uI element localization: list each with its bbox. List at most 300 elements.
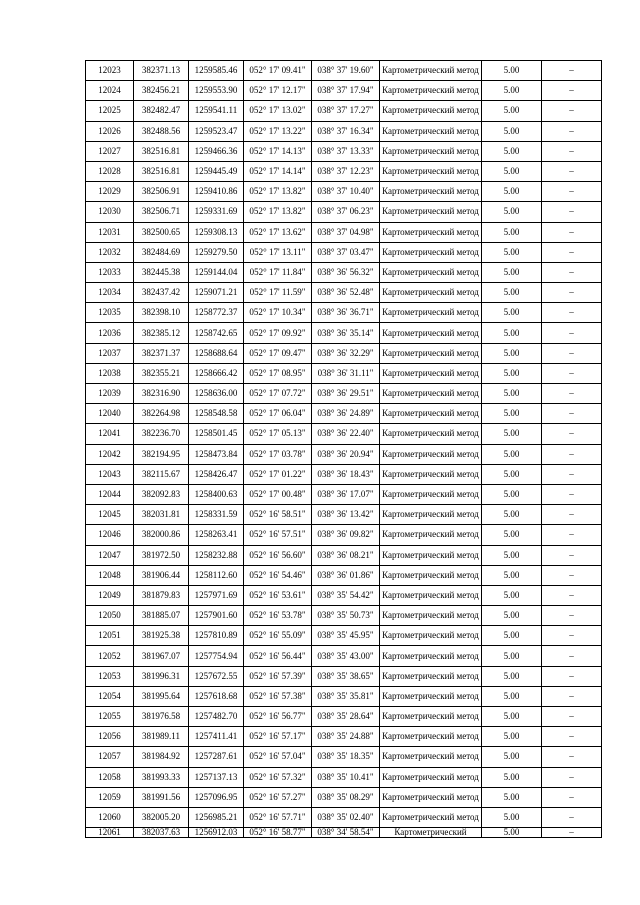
accuracy-cell: 5.00 bbox=[482, 585, 542, 605]
note-cell: – bbox=[542, 303, 602, 323]
table-row bbox=[86, 101, 602, 121]
x-coordinate-cell: 381995.64 bbox=[134, 686, 189, 706]
method-cell: Картометрический bbox=[380, 828, 482, 838]
accuracy-cell: 5.00 bbox=[482, 787, 542, 807]
latitude-cell: 052° 16' 53.78" bbox=[244, 606, 312, 626]
x-coordinate-cell: 381967.07 bbox=[134, 646, 189, 666]
y-coordinate-cell: 1257810.89 bbox=[189, 626, 244, 646]
latitude-cell: 052° 16' 56.44" bbox=[244, 646, 312, 666]
table-row bbox=[86, 61, 602, 81]
point-number-cell: 12037 bbox=[86, 343, 134, 363]
latitude-cell: 052° 17' 13.82" bbox=[244, 182, 312, 202]
method-cell: Картометрический метод bbox=[380, 626, 482, 646]
method-cell: Картометрический метод bbox=[380, 343, 482, 363]
accuracy-cell: 5.00 bbox=[482, 303, 542, 323]
y-coordinate-cell: 1259410.86 bbox=[189, 182, 244, 202]
longitude-cell: 038° 36' 52.48" bbox=[312, 283, 380, 303]
method-cell: Картометрический метод bbox=[380, 202, 482, 222]
longitude-cell: 038° 35' 38.65" bbox=[312, 666, 380, 686]
method-cell: Картометрический метод bbox=[380, 444, 482, 464]
table-row bbox=[86, 787, 602, 807]
method-cell: Картометрический метод bbox=[380, 484, 482, 504]
note-cell: – bbox=[542, 323, 602, 343]
point-number-cell: 12032 bbox=[86, 242, 134, 262]
longitude-cell: 038° 37' 04.98" bbox=[312, 222, 380, 242]
table-row bbox=[86, 222, 602, 242]
method-cell: Картометрический метод bbox=[380, 323, 482, 343]
longitude-cell: 038° 37' 19.60" bbox=[312, 61, 380, 81]
x-coordinate-cell: 382031.81 bbox=[134, 505, 189, 525]
latitude-cell: 052° 17' 08.95" bbox=[244, 363, 312, 383]
latitude-cell: 052° 17' 14.14" bbox=[244, 161, 312, 181]
method-cell: Картометрический метод bbox=[380, 464, 482, 484]
x-coordinate-cell: 381972.50 bbox=[134, 545, 189, 565]
latitude-cell: 052° 16' 57.04" bbox=[244, 747, 312, 767]
latitude-cell: 052° 17' 09.47" bbox=[244, 343, 312, 363]
latitude-cell: 052° 17' 11.59" bbox=[244, 283, 312, 303]
table-row bbox=[86, 626, 602, 646]
point-number-cell: 12055 bbox=[86, 707, 134, 727]
method-cell: Картометрический метод bbox=[380, 767, 482, 787]
table-row bbox=[86, 747, 602, 767]
note-cell: – bbox=[542, 525, 602, 545]
table-row bbox=[86, 727, 602, 747]
point-number-cell: 12044 bbox=[86, 484, 134, 504]
x-coordinate-cell: 381991.56 bbox=[134, 787, 189, 807]
longitude-cell: 038° 34' 58.54" bbox=[312, 828, 380, 838]
point-number-cell: 12043 bbox=[86, 464, 134, 484]
x-coordinate-cell: 382398.10 bbox=[134, 303, 189, 323]
y-coordinate-cell: 1257137.13 bbox=[189, 767, 244, 787]
latitude-cell: 052° 17' 14.13" bbox=[244, 141, 312, 161]
table-row bbox=[86, 323, 602, 343]
x-coordinate-cell: 382194.95 bbox=[134, 444, 189, 464]
point-number-cell: 12042 bbox=[86, 444, 134, 464]
method-cell: Картометрический метод bbox=[380, 565, 482, 585]
longitude-cell: 038° 35' 18.35" bbox=[312, 747, 380, 767]
method-cell: Картометрический метод bbox=[380, 161, 482, 181]
method-cell: Картометрический метод bbox=[380, 404, 482, 424]
accuracy-cell: 5.00 bbox=[482, 262, 542, 282]
accuracy-cell: 5.00 bbox=[482, 283, 542, 303]
table-row bbox=[86, 343, 602, 363]
table-row bbox=[86, 565, 602, 585]
y-coordinate-cell: 1257971.69 bbox=[189, 585, 244, 605]
longitude-cell: 038° 35' 43.00" bbox=[312, 646, 380, 666]
coordinates-table bbox=[85, 60, 602, 838]
longitude-cell: 038° 37' 13.33" bbox=[312, 141, 380, 161]
latitude-cell: 052° 16' 57.32" bbox=[244, 767, 312, 787]
method-cell: Картометрический метод bbox=[380, 545, 482, 565]
y-coordinate-cell: 1259071.21 bbox=[189, 283, 244, 303]
y-coordinate-cell: 1257754.94 bbox=[189, 646, 244, 666]
note-cell: – bbox=[542, 505, 602, 525]
table-row bbox=[86, 161, 602, 181]
longitude-cell: 038° 36' 09.82" bbox=[312, 525, 380, 545]
accuracy-cell: 5.00 bbox=[482, 646, 542, 666]
method-cell: Картометрический метод bbox=[380, 61, 482, 81]
y-coordinate-cell: 1259523.47 bbox=[189, 121, 244, 141]
accuracy-cell: 5.00 bbox=[482, 727, 542, 747]
y-coordinate-cell: 1258742.65 bbox=[189, 323, 244, 343]
point-number-cell: 12028 bbox=[86, 161, 134, 181]
note-cell: – bbox=[542, 484, 602, 504]
accuracy-cell: 5.00 bbox=[482, 424, 542, 444]
accuracy-cell: 5.00 bbox=[482, 101, 542, 121]
point-number-cell: 12034 bbox=[86, 283, 134, 303]
method-cell: Картометрический метод bbox=[380, 525, 482, 545]
accuracy-cell: 5.00 bbox=[482, 81, 542, 101]
method-cell: Картометрический метод bbox=[380, 787, 482, 807]
table-body bbox=[86, 61, 602, 838]
point-number-cell: 12058 bbox=[86, 767, 134, 787]
point-number-cell: 12052 bbox=[86, 646, 134, 666]
table-row bbox=[86, 81, 602, 101]
longitude-cell: 038° 35' 02.40" bbox=[312, 807, 380, 827]
longitude-cell: 038° 36' 29.51" bbox=[312, 384, 380, 404]
accuracy-cell: 5.00 bbox=[482, 828, 542, 838]
note-cell: – bbox=[542, 141, 602, 161]
x-coordinate-cell: 382092.83 bbox=[134, 484, 189, 504]
point-number-cell: 12030 bbox=[86, 202, 134, 222]
latitude-cell: 052° 16' 57.17" bbox=[244, 727, 312, 747]
y-coordinate-cell: 1258232.88 bbox=[189, 545, 244, 565]
method-cell: Картометрический метод bbox=[380, 182, 482, 202]
latitude-cell: 052° 17' 00.48" bbox=[244, 484, 312, 504]
y-coordinate-cell: 1258688.64 bbox=[189, 343, 244, 363]
latitude-cell: 052° 17' 03.78" bbox=[244, 444, 312, 464]
note-cell: – bbox=[542, 444, 602, 464]
point-number-cell: 12046 bbox=[86, 525, 134, 545]
method-cell: Картометрический метод bbox=[380, 505, 482, 525]
x-coordinate-cell: 382488.56 bbox=[134, 121, 189, 141]
y-coordinate-cell: 1257672.55 bbox=[189, 666, 244, 686]
x-coordinate-cell: 382371.13 bbox=[134, 61, 189, 81]
longitude-cell: 038° 35' 54.42" bbox=[312, 585, 380, 605]
x-coordinate-cell: 382371.37 bbox=[134, 343, 189, 363]
latitude-cell: 052° 16' 57.27" bbox=[244, 787, 312, 807]
method-cell: Картометрический метод bbox=[380, 666, 482, 686]
method-cell: Картометрический метод bbox=[380, 686, 482, 706]
y-coordinate-cell: 1259541.11 bbox=[189, 101, 244, 121]
accuracy-cell: 5.00 bbox=[482, 565, 542, 585]
accuracy-cell: 5.00 bbox=[482, 343, 542, 363]
method-cell: Картометрический метод bbox=[380, 222, 482, 242]
latitude-cell: 052° 17' 11.84" bbox=[244, 262, 312, 282]
note-cell: – bbox=[542, 283, 602, 303]
note-cell: – bbox=[542, 807, 602, 827]
accuracy-cell: 5.00 bbox=[482, 464, 542, 484]
x-coordinate-cell: 382516.81 bbox=[134, 141, 189, 161]
note-cell: – bbox=[542, 606, 602, 626]
method-cell: Картометрический метод bbox=[380, 363, 482, 383]
longitude-cell: 038° 36' 17.07" bbox=[312, 484, 380, 504]
y-coordinate-cell: 1258666.42 bbox=[189, 363, 244, 383]
longitude-cell: 038° 37' 17.27" bbox=[312, 101, 380, 121]
y-coordinate-cell: 1257901.60 bbox=[189, 606, 244, 626]
latitude-cell: 052° 16' 57.38" bbox=[244, 686, 312, 706]
longitude-cell: 038° 36' 22.40" bbox=[312, 424, 380, 444]
x-coordinate-cell: 382000.86 bbox=[134, 525, 189, 545]
point-number-cell: 12039 bbox=[86, 384, 134, 404]
accuracy-cell: 5.00 bbox=[482, 61, 542, 81]
note-cell: – bbox=[542, 202, 602, 222]
table-row bbox=[86, 303, 602, 323]
x-coordinate-cell: 382385.12 bbox=[134, 323, 189, 343]
point-number-cell: 12051 bbox=[86, 626, 134, 646]
latitude-cell: 052° 17' 13.22" bbox=[244, 121, 312, 141]
y-coordinate-cell: 1256985.21 bbox=[189, 807, 244, 827]
latitude-cell: 052° 17' 05.13" bbox=[244, 424, 312, 444]
longitude-cell: 038° 35' 08.29" bbox=[312, 787, 380, 807]
x-coordinate-cell: 381885.07 bbox=[134, 606, 189, 626]
x-coordinate-cell: 382264.98 bbox=[134, 404, 189, 424]
latitude-cell: 052° 17' 13.62" bbox=[244, 222, 312, 242]
method-cell: Картометрический метод bbox=[380, 303, 482, 323]
note-cell: – bbox=[542, 545, 602, 565]
longitude-cell: 038° 36' 31.11" bbox=[312, 363, 380, 383]
x-coordinate-cell: 381976.58 bbox=[134, 707, 189, 727]
table-row bbox=[86, 767, 602, 787]
note-cell: – bbox=[542, 384, 602, 404]
method-cell: Картометрический метод bbox=[380, 606, 482, 626]
accuracy-cell: 5.00 bbox=[482, 141, 542, 161]
note-cell: – bbox=[542, 61, 602, 81]
x-coordinate-cell: 382005.20 bbox=[134, 807, 189, 827]
y-coordinate-cell: 1257287.61 bbox=[189, 747, 244, 767]
table-row bbox=[86, 545, 602, 565]
x-coordinate-cell: 382115.67 bbox=[134, 464, 189, 484]
point-number-cell: 12057 bbox=[86, 747, 134, 767]
y-coordinate-cell: 1259144.04 bbox=[189, 262, 244, 282]
table-row bbox=[86, 141, 602, 161]
table-row bbox=[86, 525, 602, 545]
table-row bbox=[86, 202, 602, 222]
note-cell: – bbox=[542, 81, 602, 101]
longitude-cell: 038° 37' 16.34" bbox=[312, 121, 380, 141]
method-cell: Картометрический метод bbox=[380, 747, 482, 767]
accuracy-cell: 5.00 bbox=[482, 666, 542, 686]
accuracy-cell: 5.00 bbox=[482, 121, 542, 141]
y-coordinate-cell: 1259279.50 bbox=[189, 242, 244, 262]
point-number-cell: 12025 bbox=[86, 101, 134, 121]
longitude-cell: 038° 35' 24.88" bbox=[312, 727, 380, 747]
x-coordinate-cell: 381925.38 bbox=[134, 626, 189, 646]
x-coordinate-cell: 381996.31 bbox=[134, 666, 189, 686]
table-row bbox=[86, 182, 602, 202]
point-number-cell: 12045 bbox=[86, 505, 134, 525]
y-coordinate-cell: 1258473.84 bbox=[189, 444, 244, 464]
y-coordinate-cell: 1259553.90 bbox=[189, 81, 244, 101]
table-row bbox=[86, 666, 602, 686]
point-number-cell: 12056 bbox=[86, 727, 134, 747]
note-cell: – bbox=[542, 767, 602, 787]
longitude-cell: 038° 35' 35.81" bbox=[312, 686, 380, 706]
note-cell: – bbox=[542, 363, 602, 383]
y-coordinate-cell: 1257482.70 bbox=[189, 707, 244, 727]
latitude-cell: 052° 17' 12.17" bbox=[244, 81, 312, 101]
point-number-cell: 12061 bbox=[86, 828, 134, 838]
method-cell: Картометрический метод bbox=[380, 646, 482, 666]
point-number-cell: 12027 bbox=[86, 141, 134, 161]
x-coordinate-cell: 382445.38 bbox=[134, 262, 189, 282]
latitude-cell: 052° 17' 10.34" bbox=[244, 303, 312, 323]
note-cell: – bbox=[542, 101, 602, 121]
longitude-cell: 038° 35' 28.64" bbox=[312, 707, 380, 727]
longitude-cell: 038° 36' 35.14" bbox=[312, 323, 380, 343]
x-coordinate-cell: 382484.69 bbox=[134, 242, 189, 262]
latitude-cell: 052° 16' 53.61" bbox=[244, 585, 312, 605]
accuracy-cell: 5.00 bbox=[482, 161, 542, 181]
latitude-cell: 052° 16' 57.71" bbox=[244, 807, 312, 827]
method-cell: Картометрический метод bbox=[380, 807, 482, 827]
point-number-cell: 12047 bbox=[86, 545, 134, 565]
x-coordinate-cell: 382500.65 bbox=[134, 222, 189, 242]
note-cell: – bbox=[542, 161, 602, 181]
note-cell: – bbox=[542, 182, 602, 202]
method-cell: Картометрический метод bbox=[380, 283, 482, 303]
accuracy-cell: 5.00 bbox=[482, 384, 542, 404]
method-cell: Картометрический метод bbox=[380, 262, 482, 282]
latitude-cell: 052° 17' 09.41" bbox=[244, 61, 312, 81]
point-number-cell: 12041 bbox=[86, 424, 134, 444]
accuracy-cell: 5.00 bbox=[482, 686, 542, 706]
accuracy-cell: 5.00 bbox=[482, 606, 542, 626]
table-row bbox=[86, 404, 602, 424]
accuracy-cell: 5.00 bbox=[482, 767, 542, 787]
y-coordinate-cell: 1259466.36 bbox=[189, 141, 244, 161]
x-coordinate-cell: 382456.21 bbox=[134, 81, 189, 101]
latitude-cell: 052° 17' 07.72" bbox=[244, 384, 312, 404]
longitude-cell: 038° 36' 20.94" bbox=[312, 444, 380, 464]
note-cell: – bbox=[542, 626, 602, 646]
point-number-cell: 12026 bbox=[86, 121, 134, 141]
y-coordinate-cell: 1257096.95 bbox=[189, 787, 244, 807]
table-row bbox=[86, 484, 602, 504]
accuracy-cell: 5.00 bbox=[482, 363, 542, 383]
method-cell: Картометрический метод bbox=[380, 424, 482, 444]
latitude-cell: 052° 16' 54.46" bbox=[244, 565, 312, 585]
longitude-cell: 038° 37' 12.23" bbox=[312, 161, 380, 181]
method-cell: Картометрический метод bbox=[380, 242, 482, 262]
note-cell: – bbox=[542, 343, 602, 363]
accuracy-cell: 5.00 bbox=[482, 404, 542, 424]
latitude-cell: 052° 16' 56.77" bbox=[244, 707, 312, 727]
method-cell: Картометрический метод bbox=[380, 707, 482, 727]
accuracy-cell: 5.00 bbox=[482, 807, 542, 827]
y-coordinate-cell: 1258426.47 bbox=[189, 464, 244, 484]
latitude-cell: 052° 16' 55.09" bbox=[244, 626, 312, 646]
longitude-cell: 038° 37' 06.23" bbox=[312, 202, 380, 222]
table-row bbox=[86, 283, 602, 303]
y-coordinate-cell: 1258331.59 bbox=[189, 505, 244, 525]
longitude-cell: 038° 36' 32.29" bbox=[312, 343, 380, 363]
table-row bbox=[86, 707, 602, 727]
y-coordinate-cell: 1258112.60 bbox=[189, 565, 244, 585]
longitude-cell: 038° 36' 18.43" bbox=[312, 464, 380, 484]
table-row bbox=[86, 828, 602, 838]
point-number-cell: 12050 bbox=[86, 606, 134, 626]
latitude-cell: 052° 16' 57.51" bbox=[244, 525, 312, 545]
x-coordinate-cell: 382516.81 bbox=[134, 161, 189, 181]
latitude-cell: 052° 17' 09.92" bbox=[244, 323, 312, 343]
y-coordinate-cell: 1259308.13 bbox=[189, 222, 244, 242]
method-cell: Картометрический метод bbox=[380, 121, 482, 141]
table-row bbox=[86, 646, 602, 666]
x-coordinate-cell: 381989.11 bbox=[134, 727, 189, 747]
latitude-cell: 052° 17' 01.22" bbox=[244, 464, 312, 484]
y-coordinate-cell: 1259331.69 bbox=[189, 202, 244, 222]
x-coordinate-cell: 382037.63 bbox=[134, 828, 189, 838]
note-cell: – bbox=[542, 242, 602, 262]
point-number-cell: 12054 bbox=[86, 686, 134, 706]
point-number-cell: 12031 bbox=[86, 222, 134, 242]
point-number-cell: 12036 bbox=[86, 323, 134, 343]
x-coordinate-cell: 382236.70 bbox=[134, 424, 189, 444]
x-coordinate-cell: 381984.92 bbox=[134, 747, 189, 767]
longitude-cell: 038° 35' 50.73" bbox=[312, 606, 380, 626]
latitude-cell: 052° 16' 58.77" bbox=[244, 828, 312, 838]
y-coordinate-cell: 1258548.58 bbox=[189, 404, 244, 424]
x-coordinate-cell: 382316.90 bbox=[134, 384, 189, 404]
accuracy-cell: 5.00 bbox=[482, 182, 542, 202]
accuracy-cell: 5.00 bbox=[482, 323, 542, 343]
note-cell: – bbox=[542, 666, 602, 686]
accuracy-cell: 5.00 bbox=[482, 444, 542, 464]
y-coordinate-cell: 1258636.00 bbox=[189, 384, 244, 404]
note-cell: – bbox=[542, 464, 602, 484]
x-coordinate-cell: 382355.21 bbox=[134, 363, 189, 383]
y-coordinate-cell: 1257411.41 bbox=[189, 727, 244, 747]
method-cell: Картометрический метод bbox=[380, 727, 482, 747]
table-row bbox=[86, 384, 602, 404]
table-row bbox=[86, 686, 602, 706]
x-coordinate-cell: 381906.44 bbox=[134, 565, 189, 585]
longitude-cell: 038° 35' 10.41" bbox=[312, 767, 380, 787]
note-cell: – bbox=[542, 565, 602, 585]
accuracy-cell: 5.00 bbox=[482, 505, 542, 525]
y-coordinate-cell: 1257618.68 bbox=[189, 686, 244, 706]
longitude-cell: 038° 36' 56.32" bbox=[312, 262, 380, 282]
latitude-cell: 052° 17' 13.82" bbox=[244, 202, 312, 222]
table-row bbox=[86, 424, 602, 444]
table-row bbox=[86, 262, 602, 282]
note-cell: – bbox=[542, 727, 602, 747]
table-row bbox=[86, 807, 602, 827]
note-cell: – bbox=[542, 121, 602, 141]
note-cell: – bbox=[542, 424, 602, 444]
note-cell: – bbox=[542, 707, 602, 727]
method-cell: Картометрический метод bbox=[380, 384, 482, 404]
accuracy-cell: 5.00 bbox=[482, 202, 542, 222]
accuracy-cell: 5.00 bbox=[482, 545, 542, 565]
longitude-cell: 038° 37' 17.94" bbox=[312, 81, 380, 101]
point-number-cell: 12038 bbox=[86, 363, 134, 383]
y-coordinate-cell: 1258501.45 bbox=[189, 424, 244, 444]
note-cell: – bbox=[542, 686, 602, 706]
point-number-cell: 12048 bbox=[86, 565, 134, 585]
note-cell: – bbox=[542, 828, 602, 838]
point-number-cell: 12049 bbox=[86, 585, 134, 605]
method-cell: Картометрический метод bbox=[380, 101, 482, 121]
table-row bbox=[86, 606, 602, 626]
y-coordinate-cell: 1258772.37 bbox=[189, 303, 244, 323]
table-row bbox=[86, 363, 602, 383]
x-coordinate-cell: 381993.33 bbox=[134, 767, 189, 787]
table-row bbox=[86, 444, 602, 464]
accuracy-cell: 5.00 bbox=[482, 484, 542, 504]
longitude-cell: 038° 36' 08.21" bbox=[312, 545, 380, 565]
